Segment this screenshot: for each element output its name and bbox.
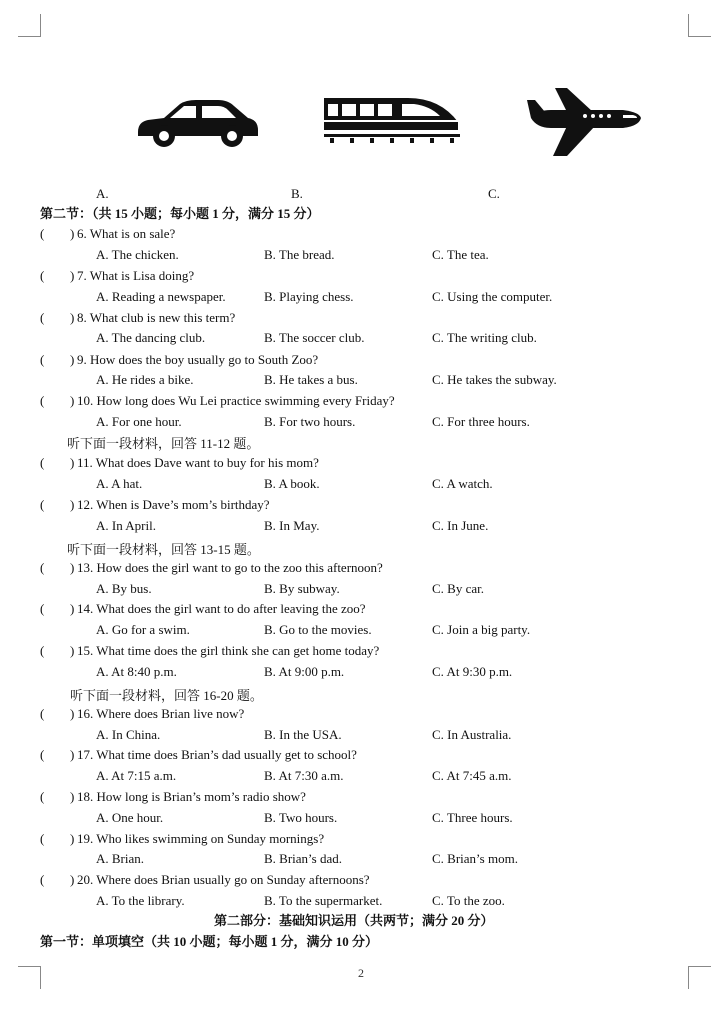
option-b: B. Go to the movies. xyxy=(264,622,372,637)
option-a: A. To the library. xyxy=(96,893,185,908)
option-b: B. At 7:30 a.m. xyxy=(264,768,344,783)
option-a: A. A hat. xyxy=(96,476,143,491)
close-paren: ) xyxy=(70,226,75,241)
option-a: A. In April. xyxy=(96,518,156,533)
close-paren: ) xyxy=(70,831,75,846)
open-paren: ( xyxy=(40,497,45,512)
option-c: C. A watch. xyxy=(432,476,493,491)
option-a: A. At 8:40 p.m. xyxy=(96,664,177,679)
option-c: C. The tea. xyxy=(432,247,489,262)
train-icon xyxy=(322,94,460,144)
crop-mark-top-right xyxy=(688,14,711,37)
open-paren: ( xyxy=(40,643,45,658)
option-a: A. By bus. xyxy=(96,581,152,596)
picture-label-c: C. xyxy=(488,186,500,201)
section2-heading: 第二节：（共 15 小题；每小题 1 分，满分 15 分） xyxy=(40,206,320,221)
option-b: B. The soccer club. xyxy=(264,330,365,345)
option-c: C. In June. xyxy=(432,518,489,533)
answer-blank[interactable] xyxy=(40,352,75,368)
close-paren: ) xyxy=(70,643,75,658)
close-paren: ) xyxy=(70,601,75,616)
crop-mark-top-left xyxy=(18,14,41,37)
option-a: A. At 7:15 a.m. xyxy=(96,768,177,783)
airplane-icon xyxy=(527,86,643,158)
option-a: A. In China. xyxy=(96,727,161,742)
open-paren: ( xyxy=(40,872,45,887)
answer-blank[interactable] xyxy=(40,643,75,659)
option-b: B. He takes a bus. xyxy=(264,372,358,387)
option-b: B. Brian’s dad. xyxy=(264,851,342,866)
close-paren: ) xyxy=(70,455,75,470)
option-c: C. The writing club. xyxy=(432,330,537,345)
close-paren: ) xyxy=(70,789,75,804)
open-paren: ( xyxy=(40,560,45,575)
option-a: A. Reading a newspaper. xyxy=(96,289,226,304)
question-text: 6. What is on sale? xyxy=(77,226,176,241)
option-b: B. In May. xyxy=(264,518,320,533)
option-a: A. The chicken. xyxy=(96,247,179,262)
option-b: B. A book. xyxy=(264,476,320,491)
option-c: C. In Australia. xyxy=(432,727,512,742)
instruction-13-15: 听下面一段材料，回答 13-15 题。 xyxy=(67,542,260,557)
option-c: C. For three hours. xyxy=(432,414,530,429)
answer-blank[interactable] xyxy=(40,393,75,409)
option-c: C. He takes the subway. xyxy=(432,372,557,387)
option-c: C. Brian’s mom. xyxy=(432,851,518,866)
crop-mark-bottom-right xyxy=(688,966,711,989)
open-paren: ( xyxy=(40,268,45,283)
close-paren: ) xyxy=(70,497,75,512)
option-b: B. By subway. xyxy=(264,581,340,596)
instruction-16-20: 听下面一段材料，回答 16-20 题。 xyxy=(70,688,263,703)
picture-label-a: A. xyxy=(96,186,109,201)
option-c: C. Using the computer. xyxy=(432,289,553,304)
open-paren: ( xyxy=(40,393,45,408)
open-paren: ( xyxy=(40,352,45,367)
option-b: B. The bread. xyxy=(264,247,335,262)
page-number: 2 xyxy=(358,966,364,980)
option-c: C. To the zoo. xyxy=(432,893,505,908)
option-a: A. Brian. xyxy=(96,851,145,866)
question-text: 19. Who likes swimming on Sunday mornings? xyxy=(77,831,325,846)
answer-blank[interactable] xyxy=(40,497,75,513)
open-paren: ( xyxy=(40,226,45,241)
question-text: 7. What is Lisa doing? xyxy=(77,268,195,283)
open-paren: ( xyxy=(40,455,45,470)
option-b: B. For two hours. xyxy=(264,414,356,429)
close-paren: ) xyxy=(70,352,75,367)
answer-blank[interactable] xyxy=(40,601,75,617)
option-b: B. To the supermarket. xyxy=(264,893,383,908)
answer-blank[interactable] xyxy=(40,226,75,242)
option-a: A. One hour. xyxy=(96,810,164,825)
option-a: A. He rides a bike. xyxy=(96,372,194,387)
question-text: 18. How long is Brian’s mom’s radio show? xyxy=(77,789,306,804)
question-text: 13. How does the girl want to go to the zoo this afternoon? xyxy=(77,560,383,575)
open-paren: ( xyxy=(40,601,45,616)
close-paren: ) xyxy=(70,393,75,408)
answer-blank[interactable] xyxy=(40,789,75,805)
option-b: B. At 9:00 p.m. xyxy=(264,664,345,679)
answer-blank[interactable] xyxy=(40,310,75,326)
answer-blank[interactable] xyxy=(40,560,75,576)
car-icon xyxy=(134,96,262,148)
question-text: 10. How long does Wu Lei practice swimming every Friday? xyxy=(77,393,395,408)
answer-blank[interactable] xyxy=(40,747,75,763)
answer-blank[interactable] xyxy=(40,268,75,284)
close-paren: ) xyxy=(70,706,75,721)
option-c: C. By car. xyxy=(432,581,484,596)
close-paren: ) xyxy=(70,747,75,762)
part2-heading: 第二部分：基础知识运用（共两节；满分 20 分） xyxy=(214,913,494,928)
option-b: B. In the USA. xyxy=(264,727,342,742)
close-paren: ) xyxy=(70,872,75,887)
option-a: A. For one hour. xyxy=(96,414,182,429)
answer-blank[interactable] xyxy=(40,831,75,847)
instruction-11-12: 听下面一段材料，回答 11-12 题。 xyxy=(67,436,260,451)
question-text: 14. What does the girl want to do after leaving the zoo? xyxy=(77,601,366,616)
option-b: B. Two hours. xyxy=(264,810,338,825)
option-c: C. At 7:45 a.m. xyxy=(432,768,512,783)
answer-blank[interactable] xyxy=(40,706,75,722)
open-paren: ( xyxy=(40,789,45,804)
close-paren: ) xyxy=(70,560,75,575)
open-paren: ( xyxy=(40,747,45,762)
open-paren: ( xyxy=(40,831,45,846)
crop-mark-bottom-left xyxy=(18,966,41,989)
question-text: 20. Where does Brian usually go on Sunday afternoons? xyxy=(77,872,370,887)
close-paren: ) xyxy=(70,268,75,283)
open-paren: ( xyxy=(40,706,45,721)
option-a: A. Go for a swim. xyxy=(96,622,190,637)
question-text: 11. What does Dave want to buy for his mom? xyxy=(77,455,319,470)
option-b: B. Playing chess. xyxy=(264,289,354,304)
question-text: 16. Where does Brian live now? xyxy=(77,706,245,721)
answer-blank[interactable] xyxy=(40,455,75,471)
option-c: C. Three hours. xyxy=(432,810,513,825)
open-paren: ( xyxy=(40,310,45,325)
option-c: C. Join a big party. xyxy=(432,622,531,637)
part2-section1-heading: 第一节：单项填空（共 10 小题；每小题 1 分，满分 10 分） xyxy=(40,934,379,949)
option-c: C. At 9:30 p.m. xyxy=(432,664,513,679)
option-a: A. The dancing club. xyxy=(96,330,206,345)
question-text: 15. What time does the girl think she can get home today? xyxy=(77,643,380,658)
picture-label-b: B. xyxy=(291,186,303,201)
question-text: 17. What time does Brian’s dad usually get to school? xyxy=(77,747,357,762)
question-text: 9. How does the boy usually go to South Zoo? xyxy=(77,352,319,367)
answer-blank[interactable] xyxy=(40,872,75,888)
question-text: 12. When is Dave’s mom’s birthday? xyxy=(77,497,270,512)
close-paren: ) xyxy=(70,310,75,325)
question-text: 8. What club is new this term? xyxy=(77,310,236,325)
